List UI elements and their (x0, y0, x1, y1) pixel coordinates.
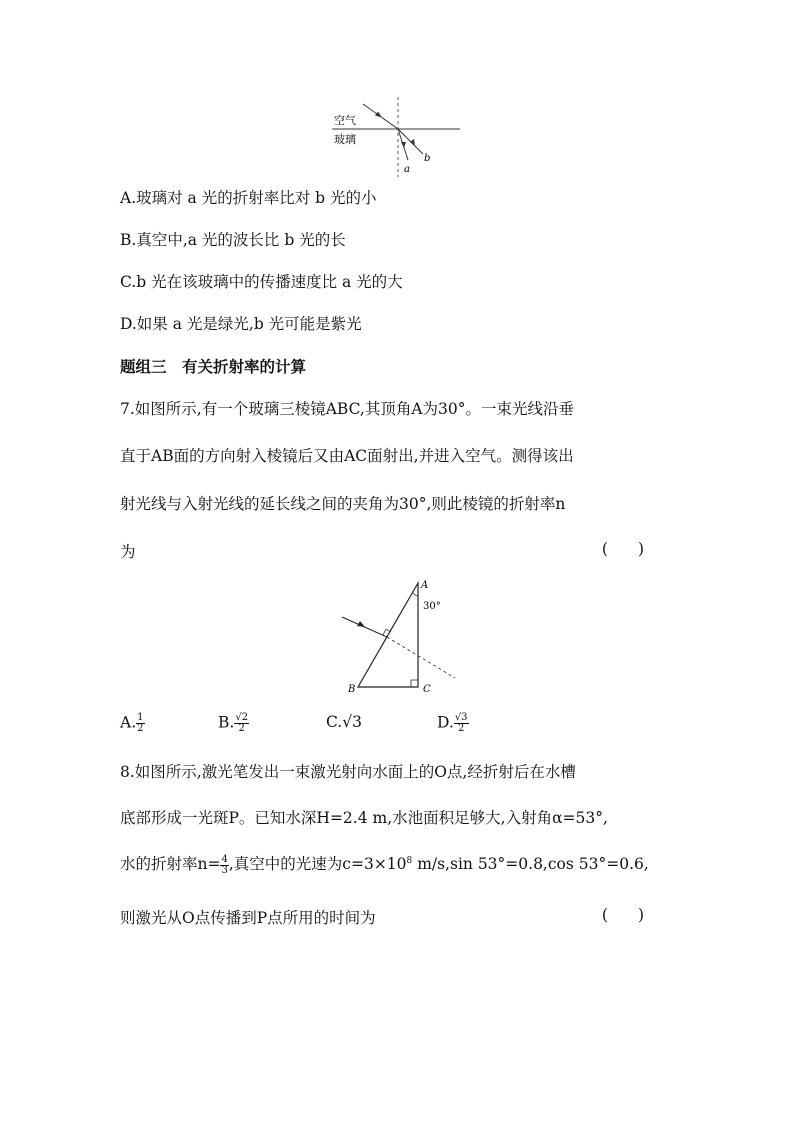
q7-option-b: B. $\frac{√2}{2}$ (218, 712, 249, 734)
q8-line-3: 水的折射率n= $\frac{4}{3}$ ,真空中的光速为$c=3\times 10^8$ m/s,sin 53°=0.8,cos 53°=0.6, (120, 853, 649, 876)
air-label: 空气 (334, 114, 356, 127)
vertex-a-label: A (421, 580, 429, 591)
q7-line-4: 为 (120, 543, 136, 561)
glass-label: 玻璃 (334, 133, 356, 146)
refraction-figure (330, 92, 470, 182)
q7-option-a: A. $\frac{1}{2}$ (120, 712, 144, 734)
q7-option-c: C.√3 (326, 713, 362, 731)
ray-b-label: b (424, 153, 431, 164)
q8-line-2: 底部形成一光斑P。已知水深H=2.4 m,水池面积足够大,入射角α=53°, (120, 809, 608, 827)
q8-answer-paren: () (601, 906, 674, 924)
incident-arrow (357, 621, 365, 627)
q7-options (120, 707, 680, 739)
q8-line-4: 则激光从O点传播到P点所用的时间为 (120, 909, 376, 927)
incident-arrow (375, 112, 382, 118)
q7-line-3: 射光线与入射光线的延长线之间的夹角为30°,则此棱镜的折射率n (120, 495, 566, 513)
q6-option-d: D.如果 a 光是绿光,b 光可能是紫光 (120, 315, 362, 333)
ray-b-arrow (410, 139, 415, 146)
ray-extension (387, 637, 455, 678)
q7-line-1: 7.如图所示,有一个玻璃三棱镜ABC,其顶角A为30°。一束光线沿垂 (120, 400, 574, 418)
angle-label: 30° (423, 601, 441, 612)
prism-figure (335, 575, 470, 700)
q7-answer-paren: () (601, 540, 674, 558)
angle-arc (413, 593, 418, 596)
q6-option-c: C.b 光在该玻璃中的传播速度比 a 光的大 (120, 273, 403, 291)
vertex-c-label: C (423, 684, 431, 695)
q6-option-a: A.玻璃对 a 光的折射率比对 b 光的小 (120, 189, 377, 207)
vertex-b-label: B (348, 684, 356, 695)
q8-line-1: 8.如图所示,激光笔发出一束激光射向水面上的O点,经折射后在水槽 (120, 763, 576, 781)
prism-triangle (358, 583, 418, 687)
incident-ray (342, 617, 387, 637)
ray-a-label: a (404, 164, 410, 175)
q7-option-d: D. $\frac{√3}{2}$ (437, 712, 468, 734)
section-heading: 题组三 有关折射率的计算 (120, 357, 307, 376)
q6-option-b: B.真空中,a 光的波长比 b 光的长 (120, 231, 346, 249)
q7-line-2: 直于AB面的方向射入棱镜后又由AC面射出,并进入空气。测得该出 (120, 447, 574, 465)
right-angle-c (411, 680, 418, 687)
